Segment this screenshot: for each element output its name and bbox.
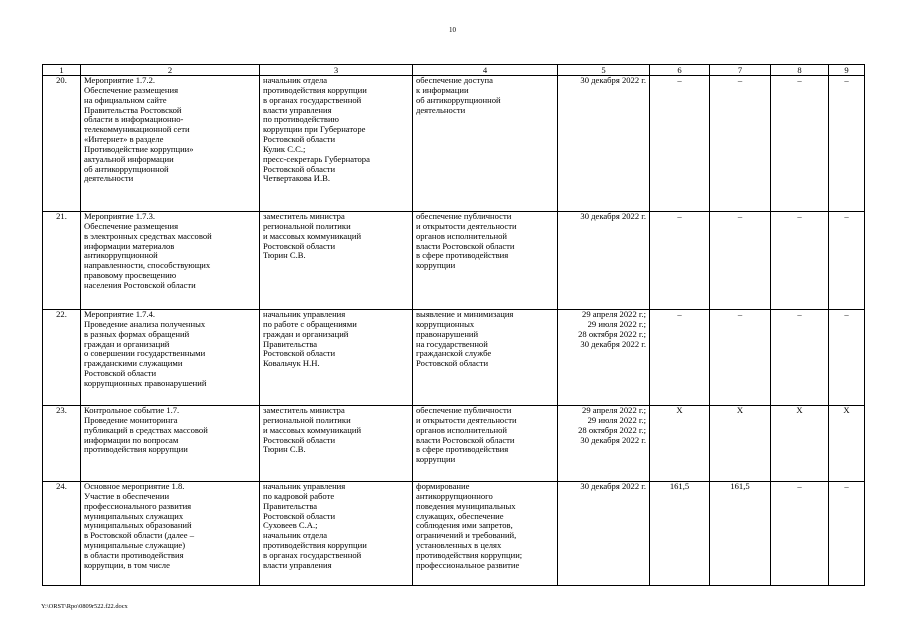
cell-line: муниципальных служащих: [84, 510, 184, 521]
cell-line: выявление и минимизация: [416, 309, 514, 319]
event-cell: [81, 310, 260, 406]
column-header: 7: [710, 65, 771, 76]
cell-line: Обеспечение размещения: [84, 84, 179, 95]
table-row: [43, 310, 865, 406]
table-row: [43, 406, 865, 482]
cell-line: «Интернет» в разделе: [84, 134, 164, 145]
cell-line: гражданской службе: [416, 348, 492, 359]
cell-line: граждан и организаций: [263, 328, 349, 339]
cell-line: Ростовской области: [263, 240, 336, 251]
responsible-cell: [260, 76, 413, 212]
value-cell: X: [829, 406, 865, 482]
cell-line: граждан и организаций: [84, 338, 170, 349]
cell-line: в области противодействия: [84, 549, 184, 560]
cell-line: Четвертакова И.В.: [263, 173, 331, 184]
cell-line: Мероприятие 1.7.4.: [84, 309, 156, 319]
deadline-cell: [558, 482, 650, 586]
cell-line: 29 апреля 2022 г.;: [582, 309, 646, 319]
value-cell: –: [710, 76, 771, 212]
cell-line: ограничений и требований,: [416, 530, 517, 541]
cell-line: актуальной информации: [84, 153, 174, 164]
value-cell: –: [771, 76, 829, 212]
deadline-cell: [558, 406, 650, 482]
cell-line: Ростовской области: [263, 348, 336, 359]
event-cell: [81, 76, 260, 212]
cell-line: противодействия коррупции: [263, 540, 367, 551]
cell-line: в органах государственной: [263, 94, 362, 105]
cell-line: начальник управления: [263, 481, 346, 491]
cell-line: в разных формах обращений: [84, 328, 190, 339]
cell-line: Ростовской области: [416, 358, 489, 369]
cell-line: гражданскими служащими: [84, 358, 183, 369]
deadline-cell: [558, 76, 650, 212]
cell-line: антикоррупционного: [416, 490, 493, 501]
cell-line: 29 апреля 2022 г.;: [582, 405, 646, 415]
cell-line: 30 декабря 2022 г.: [580, 75, 646, 85]
cell-line: Ростовской области: [263, 434, 336, 445]
cell-line: населения Ростовской области: [84, 279, 196, 290]
cell-line: Кулик С.С.;: [263, 143, 306, 154]
value-cell: –: [771, 310, 829, 406]
cell-line: правовому просвещению: [84, 270, 177, 281]
cell-line: профессионального развития: [84, 500, 192, 511]
cell-line: поведения муниципальных: [416, 500, 516, 511]
cell-line: 30 декабря 2022 г.: [580, 338, 646, 349]
cell-line: по противодействию: [263, 114, 339, 125]
header-row: [43, 65, 865, 76]
cell-line: установленных в целях: [416, 540, 502, 551]
value-cell: X: [710, 406, 771, 482]
value-cell: 161,5: [650, 482, 710, 586]
cell-line: соблюдения ими запретов,: [416, 520, 513, 531]
row-number: 20.: [43, 76, 81, 212]
cell-line: противодействия коррупции: [263, 84, 367, 95]
event-cell: [81, 482, 260, 586]
column-header: 5: [558, 65, 650, 76]
row-number: 22.: [43, 310, 81, 406]
cell-line: правонарушений: [416, 328, 479, 339]
cell-line: 30 декабря 2022 г.: [580, 481, 646, 491]
cell-line: по кадровой работе: [263, 490, 335, 501]
cell-line: информации по вопросам: [84, 434, 179, 445]
table-row: [43, 76, 865, 212]
cell-line: региональной политики: [263, 414, 351, 425]
cell-line: коррупции при Губернаторе: [263, 124, 366, 135]
cell-line: муниципальных образований: [84, 520, 192, 531]
cell-line: формирование: [416, 481, 470, 491]
cell-line: власти Ростовской области: [416, 434, 515, 445]
column-header: 6: [650, 65, 710, 76]
cell-line: в сфере противодействия: [416, 444, 509, 455]
cell-line: Участие в обеспечении: [84, 490, 170, 501]
cell-line: органов исполнительной: [416, 230, 507, 241]
cell-line: на официальном сайте: [84, 94, 167, 105]
row-number: 24.: [43, 482, 81, 586]
cell-line: Правительства: [263, 338, 318, 349]
result-cell: [413, 310, 558, 406]
cell-line: области в информационно-: [84, 114, 184, 125]
cell-line: Правительства Ростовской: [84, 104, 182, 115]
event-cell: [81, 212, 260, 310]
value-cell: –: [650, 310, 710, 406]
value-cell: –: [771, 482, 829, 586]
cell-line: 30 декабря 2022 г.: [580, 434, 646, 445]
cell-line: власти Ростовской области: [416, 240, 515, 251]
value-cell: –: [771, 212, 829, 310]
cell-line: коррупционных правонарушений: [84, 377, 207, 388]
responsible-cell: [260, 482, 413, 586]
cell-line: деятельности: [416, 104, 466, 115]
cell-line: в Ростовской области (далее –: [84, 530, 195, 541]
cell-line: Проведение анализа полученных: [84, 318, 206, 329]
cell-line: о совершении государственными: [84, 348, 206, 359]
cell-line: Ростовской области: [263, 163, 336, 174]
cell-line: антикоррупционной: [84, 250, 158, 261]
cell-line: начальник управления: [263, 309, 346, 319]
cell-line: обеспечение публичности: [416, 405, 512, 415]
cell-line: противодействия коррупции: [84, 444, 188, 455]
value-cell: –: [829, 212, 865, 310]
cell-line: направленности, способствующих: [84, 260, 211, 271]
cell-line: информации материалов: [84, 240, 175, 251]
table-row: [43, 482, 865, 586]
cell-line: обеспечение публичности: [416, 211, 512, 221]
deadline-cell: [558, 310, 650, 406]
cell-line: и открытости деятельности: [416, 414, 517, 425]
cell-line: органов исполнительной: [416, 424, 507, 435]
value-cell: –: [829, 310, 865, 406]
result-cell: [413, 76, 558, 212]
value-cell: –: [650, 212, 710, 310]
value-cell: 161,5: [710, 482, 771, 586]
cell-line: в электронных средствах массовой: [84, 230, 212, 241]
value-cell: –: [829, 76, 865, 212]
result-cell: [413, 482, 558, 586]
event-cell: [81, 406, 260, 482]
result-cell: [413, 406, 558, 482]
cell-line: Тюрин С.В.: [263, 250, 306, 261]
cell-line: обеспечение доступа: [416, 75, 493, 85]
cell-line: и массовых коммуникаций: [263, 424, 362, 435]
value-cell: –: [710, 212, 771, 310]
cell-line: начальник отдела: [263, 530, 328, 541]
cell-line: профессиональное развитие: [416, 559, 520, 570]
column-header: 4: [413, 65, 558, 76]
cell-line: Тюрин С.В.: [263, 444, 306, 455]
cell-line: 28 октября 2022 г.;: [578, 424, 646, 435]
deadline-cell: [558, 212, 650, 310]
value-cell: X: [650, 406, 710, 482]
cell-line: об антикоррупционной: [416, 94, 501, 105]
row-number: 21.: [43, 212, 81, 310]
column-header: 2: [81, 65, 260, 76]
cell-line: к информации: [416, 84, 469, 95]
cell-line: заместитель министра: [263, 211, 345, 221]
cell-line: Ростовской области: [263, 510, 336, 521]
cell-line: коррупционных: [416, 318, 475, 329]
column-header: 9: [829, 65, 865, 76]
cell-line: 29 июля 2022 г.;: [587, 318, 646, 329]
cell-line: Ростовской области: [84, 368, 157, 379]
cell-line: Контрольное событие 1.7.: [84, 405, 180, 415]
cell-line: Суховеев С.А.;: [263, 520, 318, 531]
cell-line: Мероприятие 1.7.2.: [84, 75, 156, 85]
cell-line: власти управления: [263, 104, 332, 115]
value-cell: –: [710, 310, 771, 406]
cell-line: по работе с обращениями: [263, 318, 357, 329]
cell-line: Проведение мониторинга: [84, 414, 178, 425]
file-path-footer: Y:\ORST\Rpo\0809r522.f22.docx: [41, 603, 128, 610]
cell-line: Ковальчук Н.Н.: [263, 358, 320, 369]
cell-line: Мероприятие 1.7.3.: [84, 211, 156, 221]
cell-line: Противодействие коррупции»: [84, 143, 194, 154]
table-row: [43, 212, 865, 310]
cell-line: начальник отдела: [263, 75, 328, 85]
column-header: 1: [43, 65, 81, 76]
cell-line: региональной политики: [263, 220, 351, 231]
cell-line: 28 октября 2022 г.;: [578, 328, 646, 339]
cell-line: заместитель министра: [263, 405, 345, 415]
cell-line: коррупции, в том числе: [84, 559, 170, 570]
responsible-cell: [260, 406, 413, 482]
cell-line: власти управления: [263, 559, 332, 570]
cell-line: 30 декабря 2022 г.: [580, 211, 646, 221]
cell-line: деятельности: [84, 173, 134, 184]
page-number: 10: [449, 26, 456, 34]
cell-line: и массовых коммуникаций: [263, 230, 362, 241]
cell-line: об антикоррупционной: [84, 163, 169, 174]
column-header: 3: [260, 65, 413, 76]
value-cell: –: [650, 76, 710, 212]
cell-line: противодействия коррупции;: [416, 549, 523, 560]
cell-line: пресс-секретарь Губернатора: [263, 153, 370, 164]
responsible-cell: [260, 212, 413, 310]
value-cell: –: [829, 482, 865, 586]
column-header: 8: [771, 65, 829, 76]
responsible-cell: [260, 310, 413, 406]
cell-line: Обеспечение размещения: [84, 220, 179, 231]
cell-line: коррупции: [416, 454, 456, 465]
cell-line: Основное мероприятие 1.8.: [84, 481, 185, 491]
cell-line: муниципальные служащие): [84, 540, 186, 551]
cell-line: Правительства: [263, 500, 318, 511]
cell-line: на государственной: [416, 338, 488, 349]
cell-line: коррупции: [416, 260, 456, 271]
cell-line: в сфере противодействия: [416, 250, 509, 261]
cell-line: 29 июля 2022 г.;: [587, 414, 646, 425]
result-cell: [413, 212, 558, 310]
row-number: 23.: [43, 406, 81, 482]
cell-line: публикаций в средствах массовой: [84, 424, 208, 435]
cell-line: телекоммуникационной сети: [84, 124, 190, 135]
cell-line: служащих, обеспечение: [416, 510, 504, 521]
value-cell: X: [771, 406, 829, 482]
cell-line: в органах государственной: [263, 549, 362, 560]
cell-line: и открытости деятельности: [416, 220, 517, 231]
cell-line: Ростовской области: [263, 134, 336, 145]
events-table: [42, 64, 865, 586]
